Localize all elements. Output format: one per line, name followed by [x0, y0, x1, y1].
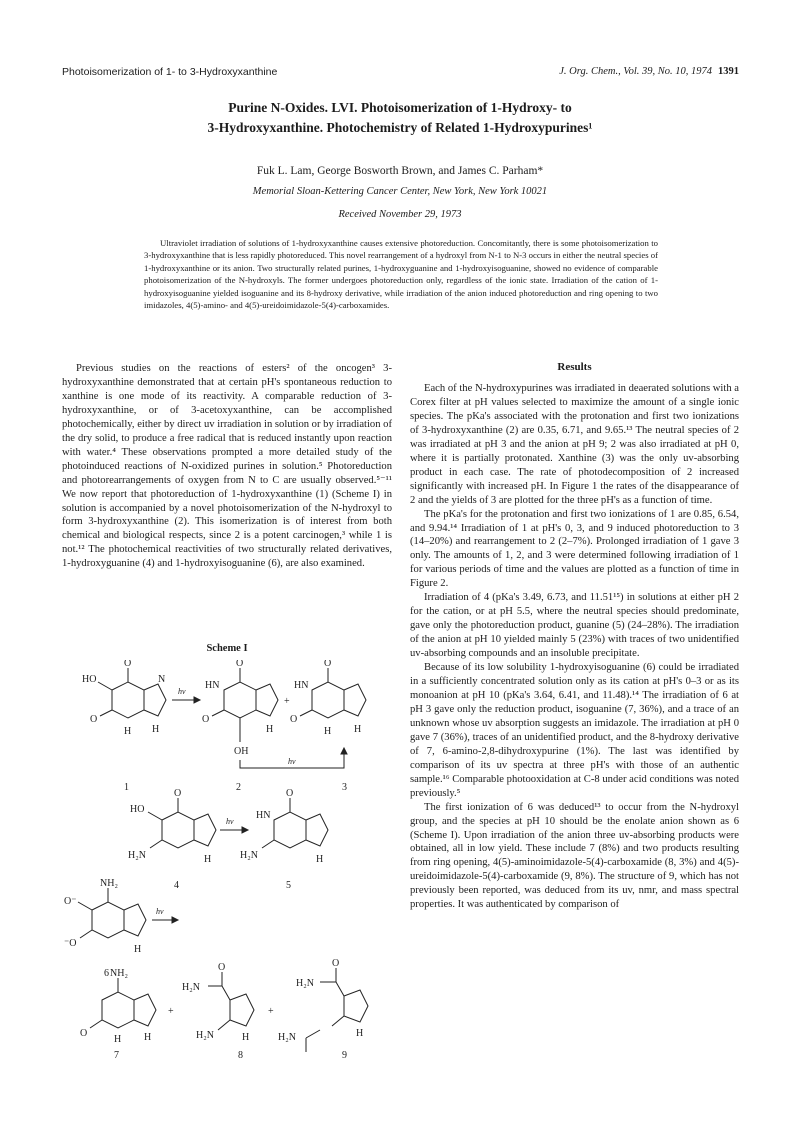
- atom-label: HN: [256, 810, 271, 821]
- plus-sign: +: [284, 696, 290, 707]
- atom-label: H₂N: [196, 1030, 214, 1041]
- scheme-diagram: [62, 660, 392, 1065]
- results-paragraph-5: The first ionization of 6 was deduced¹³ to occur from the N-hydroxyl group, and the species at pH 10 should be the enolate anion shown as 6 (Scheme I). Upon irradiation of the anion three uv-absorbing products were obtained, all in low yield. These include 7 (8%) and two products resulting from ring opening, 4(5)-aminoimidazole-5(4)-carboxamide (8, 3%) and 4(5)-ureidoimidazole-5(4)-carboxamide (9, 8%). The structure of 9, which has not previously been reported, was deduced from its uv, nmr, and mass spectral properties. It was authenticated by comparison of: [410, 801, 739, 911]
- compound-1-structure: [82, 660, 166, 793]
- compound-label-8: 8: [238, 1050, 243, 1060]
- compound-5-structure: [240, 788, 328, 891]
- atom-label: O: [202, 714, 210, 725]
- atom-label: H: [356, 1028, 364, 1039]
- atom-label: HN: [205, 680, 220, 691]
- compound-7-structure: [80, 968, 156, 1060]
- left-column: [62, 362, 392, 571]
- page-number: 1391: [718, 66, 739, 77]
- compound-label-7: 7: [114, 1050, 119, 1060]
- atom-label: HO: [130, 804, 145, 815]
- atom-label: OH: [234, 746, 249, 757]
- compound-label-9: 9: [342, 1050, 347, 1060]
- atom-label: O: [174, 788, 182, 799]
- atom-label: O: [332, 958, 340, 969]
- received-date: Received November 29, 1973: [338, 209, 462, 220]
- compound-label-6: 6: [104, 968, 109, 979]
- atom-label: O: [324, 660, 332, 669]
- journal-citation: [559, 66, 739, 77]
- atom-label: H: [134, 944, 142, 955]
- compound-label-3: 3: [342, 782, 347, 793]
- atom-label: H₂N: [182, 982, 200, 993]
- compound-label-1: 1: [124, 782, 129, 793]
- hv-arrow-label: hν: [288, 757, 296, 766]
- atom-label: O: [124, 660, 132, 669]
- authors: Fuk L. Lam, George Bosworth Brown, and James C. Parham*: [256, 165, 544, 177]
- compound-2-structure: [202, 660, 278, 793]
- atom-label: HN: [294, 680, 309, 691]
- hv-arrow-label: hν: [156, 907, 164, 916]
- journal-name: J. Org. Chem., Vol. 39, No. 10, 1974: [559, 66, 712, 77]
- atom-label: H: [354, 724, 362, 735]
- compound-label-5: 5: [286, 880, 291, 891]
- atom-label: H: [204, 854, 212, 865]
- atom-label: O⁻: [64, 896, 77, 907]
- compound-8-structure: [182, 962, 254, 1060]
- atom-label: NH₂: [100, 878, 118, 889]
- atom-label: H: [152, 724, 160, 735]
- atom-label: ⁻O: [64, 938, 77, 949]
- results-paragraph-4: Because of its low solubility 1-hydroxyisoguanine (6) could be irradiated in a sufficiently concentrated solution only as its cation at pH's 0–3 or as its monoanion at pH 10 (pKa's 3.64, 6.41, and 11.48).¹⁴ The irradiation of 6 at pH 3 gave only the reduction product, isoguanine (7, 36%), and a trace of an unknown whose uv absorption suggests an imidazole. The irradiation at pH 0 gave 7 (36%), traces of an unidentified product, and the 8-hydroxy derivative of 7, 6-amino-2,8-dihydroxypurine (1%). The last was identified by comparison of its uv spectra at three pH's with those of an authentic sample.¹⁶ Comparable photooxidation at C-8 under acid conditions was noted previously.⁵: [410, 662, 739, 799]
- running-title: Photoisomerization of 1- to 3-Hydroxyxanthine: [62, 66, 278, 78]
- atom-label: O: [80, 1028, 88, 1039]
- results-heading: Results: [557, 361, 592, 373]
- title-line-1: Purine N-Oxides. LVI. Photoisomerization of 1-Hydroxy- to: [228, 100, 572, 115]
- right-column: [410, 382, 739, 912]
- atom-label: H₂N: [296, 978, 314, 989]
- atom-label: N: [158, 674, 166, 685]
- title-line-2: 3-Hydroxyxanthine. Photochemistry of Related 1-Hydroxypurines¹: [207, 120, 593, 135]
- compound-6-structure: [64, 878, 146, 979]
- atom-label: H: [114, 1034, 122, 1045]
- results-paragraph-3: Irradiation of 4 (pKa's 3.49, 6.73, and 11.51¹⁵) in solutions at either pH 2 for the cation, or at pH 5.5, where the neutral species should predominate, gave only the photoreduction product, guanine (5) (24–28%). The irradiation of the anion at pH 10 yielded mainly 5 (23%) with traces of two unidentified uv-absorbing compounds and an insoluble precipitate.: [410, 592, 739, 660]
- compound-4-structure: [128, 788, 216, 891]
- hv-arrow-label: hν: [178, 687, 186, 696]
- affiliation: Memorial Sloan-Kettering Cancer Center, New York, New York 10021: [252, 186, 548, 197]
- compound-label-2: 2: [236, 782, 241, 793]
- atom-label: O: [286, 788, 294, 799]
- atom-label: H: [242, 1032, 250, 1043]
- atom-label: H₂N: [128, 850, 146, 861]
- results-paragraph-2: The pKa's for the protonation and first two ionizations of 1 are 0.85, 6.54, and 9.94.¹⁴ Irradiation of 1 at pH's 0, 3, and 9 induced photoreduction to 3 (14–20%) and rearrangement to 2 (2–7%). Prolonged irradiation of 1 gave 3 only. The amounts of 1, 2, and 3 were determined following irradiation of 1 for various periods of time and the values are plotted as a function of time in Figure 2.: [410, 508, 739, 590]
- hv-arrow-label: hν: [226, 817, 234, 826]
- atom-label: H: [324, 726, 332, 737]
- atom-label: H₂N: [278, 1032, 296, 1043]
- atom-label: NH₂: [110, 968, 128, 979]
- atom-label: O: [290, 714, 298, 725]
- results-paragraph-1: Each of the N-hydroxypurines was irradiated in deaerated solutions with a Corex filter at pH values selected to maximize the amount of a single ionic species. The pKa's associated with the protonation and first two ionizations of 3-hydroxyxanthine (2) are 0.35, 6.71, and 9.65.¹³ The neutral species of 2 was irradiated at pH 3 and the anion at pH 9; 2 was also irradiated at pH 0, where it is partially protonated. Xanthine (3) was the only uv-absorbing product in each case. The rate of photodecomposition of 2 increased significantly with increased pH. In Figure 1 the rates of the disappearance of 2 and the yields of 3 are plotted for the three pH's as a function of time.: [410, 383, 739, 506]
- plus-sign: +: [268, 1006, 274, 1017]
- atom-label: O: [218, 962, 226, 973]
- compound-3-structure: [290, 660, 366, 793]
- atom-label: H: [266, 724, 274, 735]
- compound-9-structure: [278, 958, 368, 1060]
- atom-label: HO: [82, 674, 97, 685]
- atom-label: H: [316, 854, 324, 865]
- abstract: Ultraviolet irradiation of solutions of 1-hydroxyxanthine causes extensive photoreduction. Concomitantly, there is some photoisomerization to 3-hydroxyxanthine that is less rapidly photoreduced. This novel rearrangement of a hydroxyl from N-1 to N-3 occurs in either the neutral species of 1-hydroxyxanthine or its anion. Two structurally related purines, 1-hydroxyguanine and 1-hydroxyisoguanine, showed no evidence of comparable photoisomerization of the N-hydroxyls. The former undergoes photoreduction only, regardless of the ionic state. Irradiation of the cation of 1-hydroxyisoguanine yielded isoguanine and its 8-hydroxy derivative, while irradiation of the anion induced photoreduction and ring opening to two imidazoles, 4(5)-amino- and 4(5)-ureidoimidazole-5(4)-carboxamides.: [144, 238, 658, 311]
- compound-label-4: 4: [174, 880, 179, 891]
- article-title: [100, 98, 700, 138]
- atom-label: O: [236, 660, 244, 669]
- atom-label: O: [90, 714, 98, 725]
- intro-paragraph: Previous studies on the reactions of esters² of the oncogen³ 3-hydroxyxanthine demonstrated that at certain pH's spontaneous reduction to xanthine is one mode of its reactivity. A comparable reduction of 3-hydroxyxanthine, or of 3-acetoxyxanthine, can be accomplished photochemically, either by direct uv irradiation in solution or by irradiation of the dry solid, to produce a free radical that is reduced instantly upon reaction with water.⁴ These observations prompted a more detailed study of the photoinduced reactions of N-oxidized purines in solution.⁵ Photoreduction and photorearrangements of oxygen from N to C are usually observed.⁵⁻¹¹ We now report that photoreduction of 1-hydroxyxanthine (1) (Scheme I) in solution is accompanied by a novel photoisomerization of the N-hydroxyl to form 3-hydroxyxanthine (2). This isomerization is of interest from both chemical and biological respects, since 2 is a potent carcinogen,³ while 1 is not.¹² The photochemical reactivities of two structurally related derivatives, 1-hydroxyguanine (4) and 1-hydroxyisoguanine (6), are also examined.: [62, 363, 392, 570]
- plus-sign: +: [168, 1006, 174, 1017]
- atom-label: H: [144, 1032, 152, 1043]
- atom-label: H₂N: [240, 850, 258, 861]
- scheme-title: Scheme I: [206, 643, 248, 654]
- atom-label: H: [124, 726, 132, 737]
